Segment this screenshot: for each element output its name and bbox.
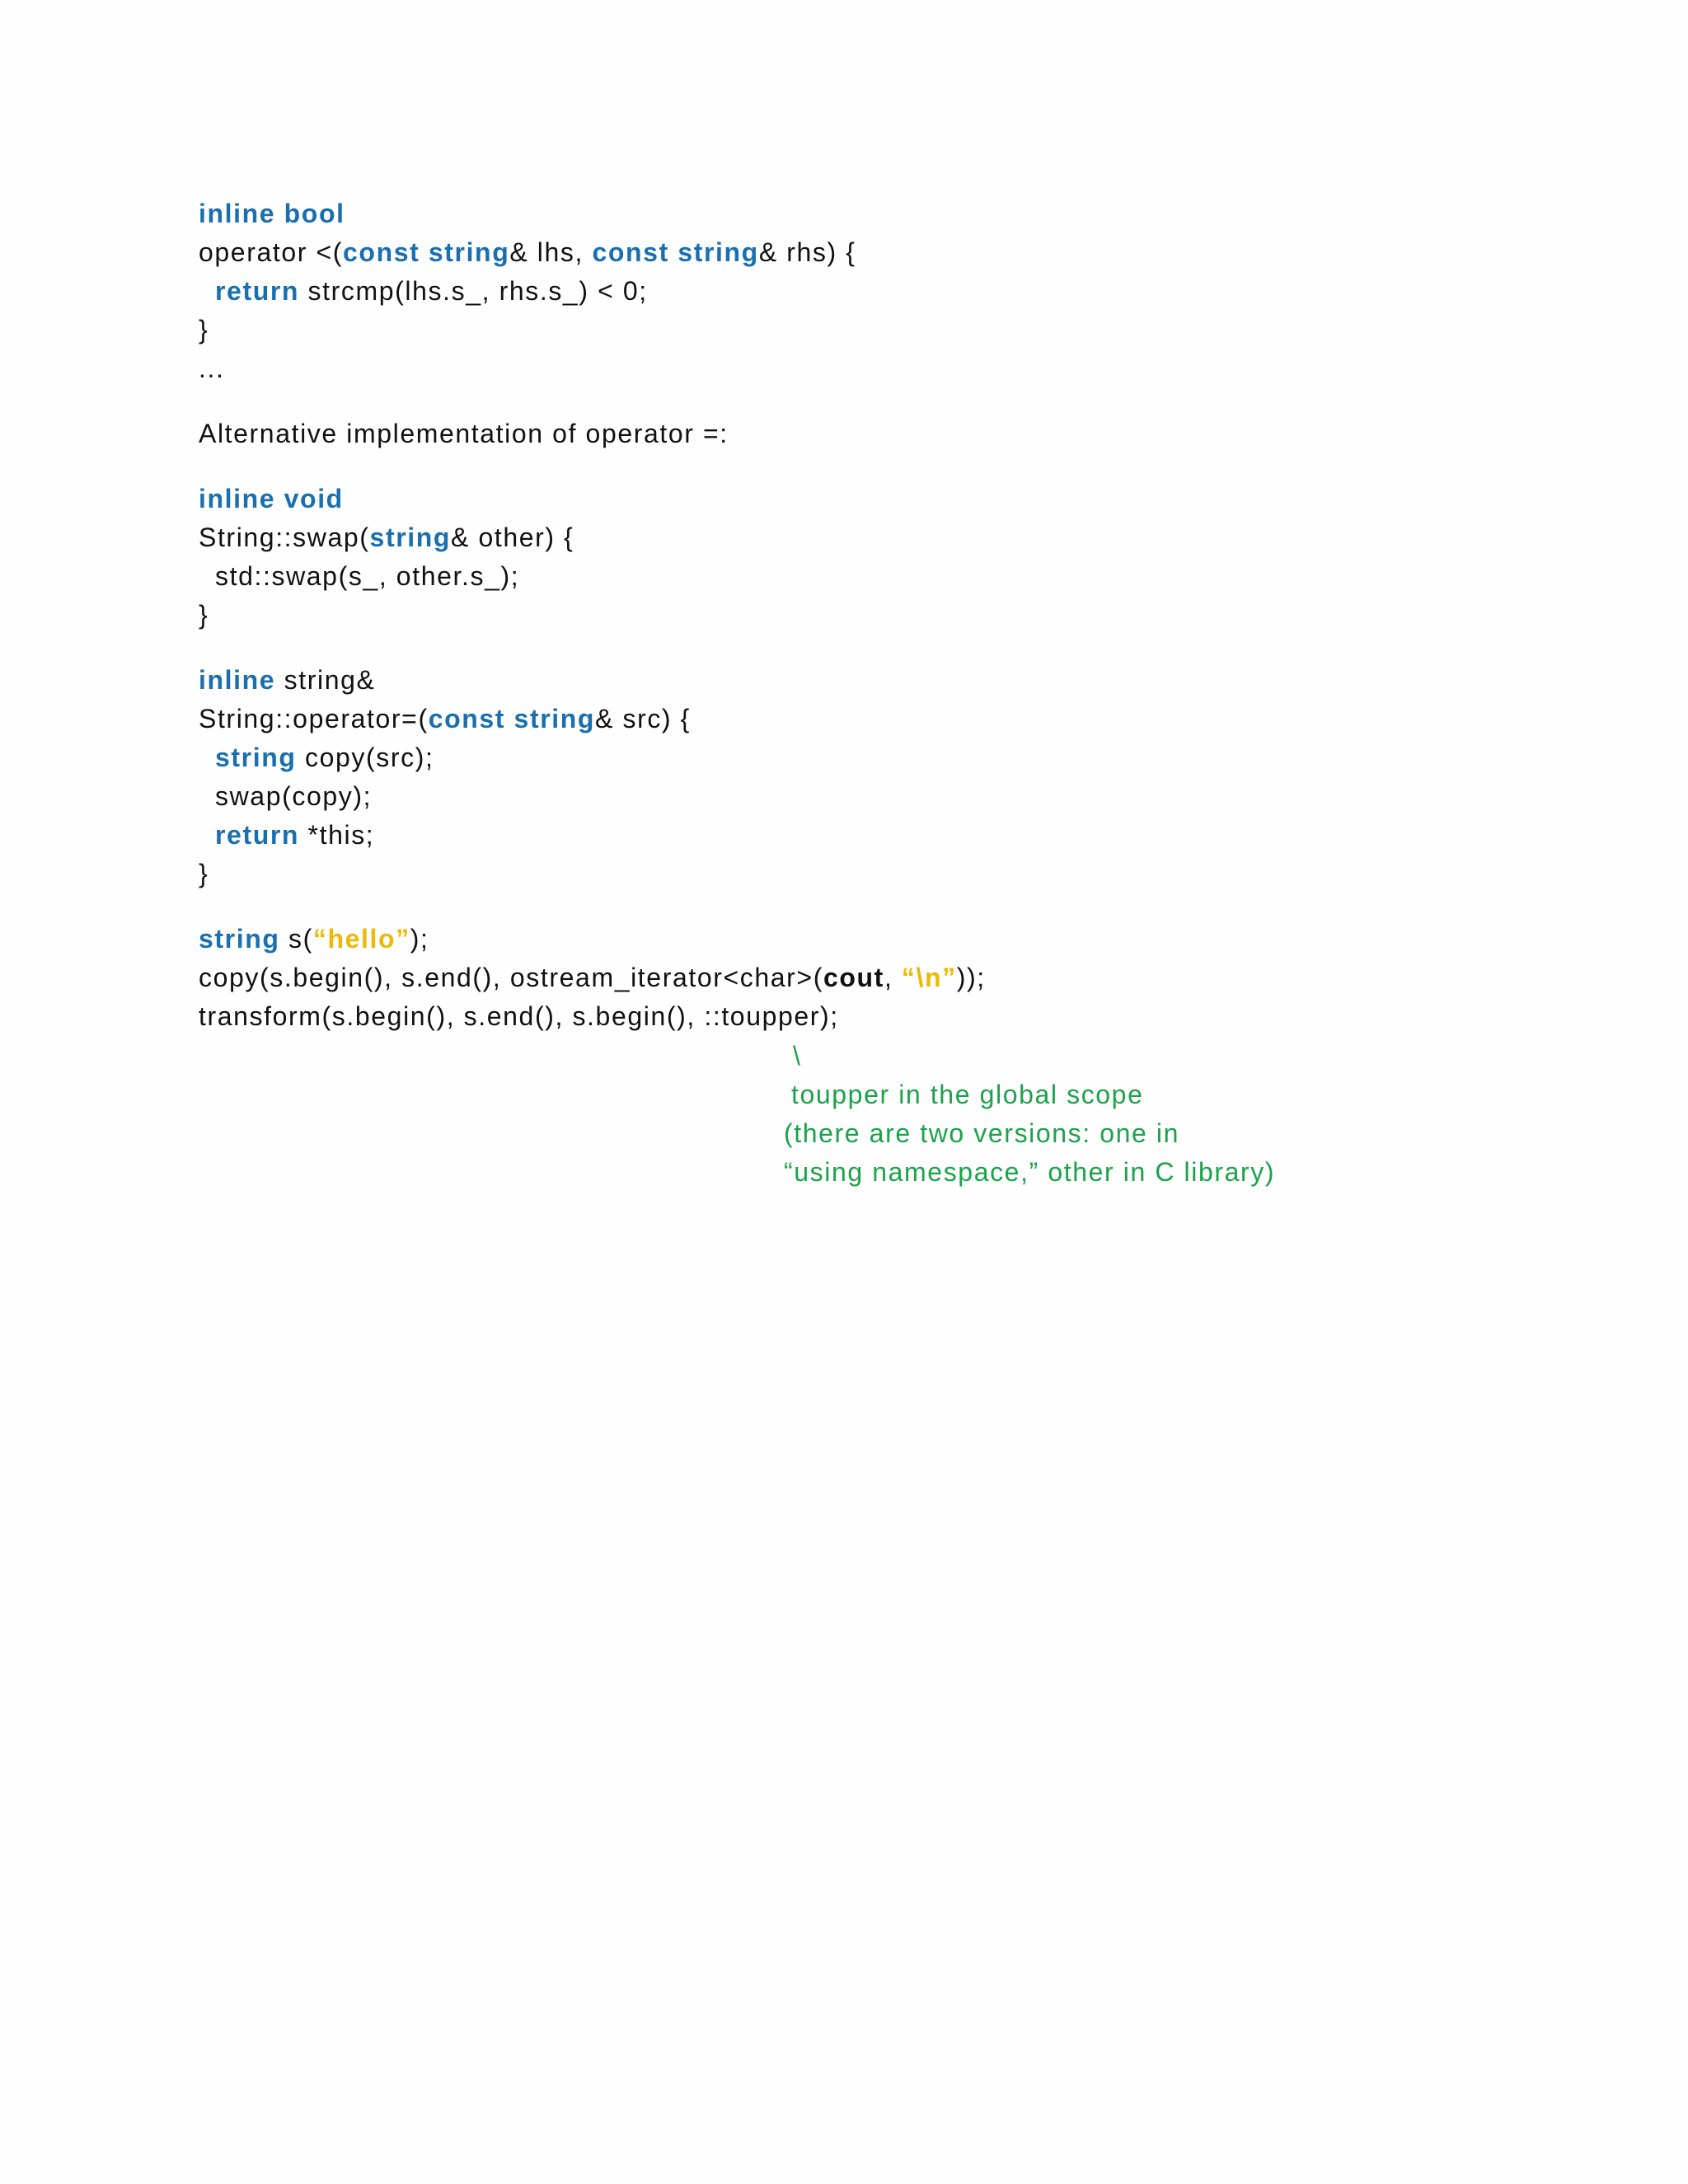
code-text: swap(copy);	[215, 781, 373, 811]
keyword: const string	[343, 237, 510, 267]
code-line	[199, 855, 986, 893]
code-line	[199, 920, 986, 958]
keyword: string	[199, 924, 280, 954]
keyword: inline bool	[199, 199, 345, 228]
code-text: String::swap(	[199, 523, 370, 552]
code-text: s(	[279, 924, 313, 954]
code-line	[199, 596, 986, 635]
string-literal: “\n”	[901, 963, 957, 992]
annotation-line: (there are two versions: one in	[784, 1118, 1180, 1148]
code-line	[199, 997, 986, 1036]
code-text: copy(src);	[296, 743, 434, 772]
code-line	[199, 738, 986, 777]
section-heading: Alternative implementation of operator =:	[199, 419, 729, 448]
code-text: }	[199, 859, 209, 888]
keyword: inline void	[199, 484, 344, 513]
code-line	[199, 777, 986, 816]
code-text: string&	[275, 665, 376, 695]
code-line	[199, 311, 986, 349]
string-literal: “hello”	[312, 924, 410, 954]
code-text: ...	[199, 354, 225, 383]
code-text: copy(s.begin(), s.end(), ostream_iterator<char>(	[199, 963, 823, 992]
keyword: return	[215, 820, 300, 850]
code-text: operator <(	[199, 237, 344, 267]
keyword: const string	[592, 237, 759, 267]
keyword: const string	[428, 704, 596, 733]
code-text: }	[199, 600, 209, 630]
code-line	[199, 480, 986, 518]
code-text: & src) {	[595, 704, 691, 733]
keyword: string	[369, 523, 452, 552]
code-text: & rhs) {	[758, 237, 856, 267]
code-line	[199, 557, 986, 596]
code-text: }	[199, 315, 209, 344]
code-text: );	[410, 924, 429, 954]
annotation-line: “using namespace,” other in C library)	[784, 1157, 1276, 1187]
code-text: & lhs,	[509, 237, 593, 267]
code-text: strcmp(lhs.s_, rhs.s_) < 0;	[299, 276, 648, 306]
code-listing	[199, 194, 986, 1036]
code-line	[199, 661, 986, 700]
annotation-arrow: \	[793, 1041, 802, 1071]
bold-identifier: cout	[823, 963, 884, 992]
code-text: & other) {	[451, 523, 574, 552]
code-text: std::swap(s_, other.s_);	[215, 561, 520, 591]
code-line	[199, 233, 986, 272]
keyword: inline	[199, 665, 276, 695]
code-text: transform(s.begin(), s.end(), s.begin(), ::toupper);	[199, 1001, 839, 1031]
code-text: ));	[956, 963, 986, 992]
annotation-line: toupper in the global scope	[791, 1080, 1144, 1109]
keyword: return	[215, 276, 300, 306]
code-line	[199, 272, 986, 311]
code-line	[199, 194, 986, 233]
code-text: String::operator=(	[199, 704, 429, 733]
code-line	[199, 700, 986, 738]
code-text: *this;	[299, 820, 375, 850]
code-line	[199, 349, 986, 388]
code-text: ,	[884, 963, 902, 992]
code-line	[199, 816, 986, 855]
code-line	[199, 518, 986, 557]
code-line	[199, 958, 986, 997]
keyword: string	[215, 743, 297, 772]
